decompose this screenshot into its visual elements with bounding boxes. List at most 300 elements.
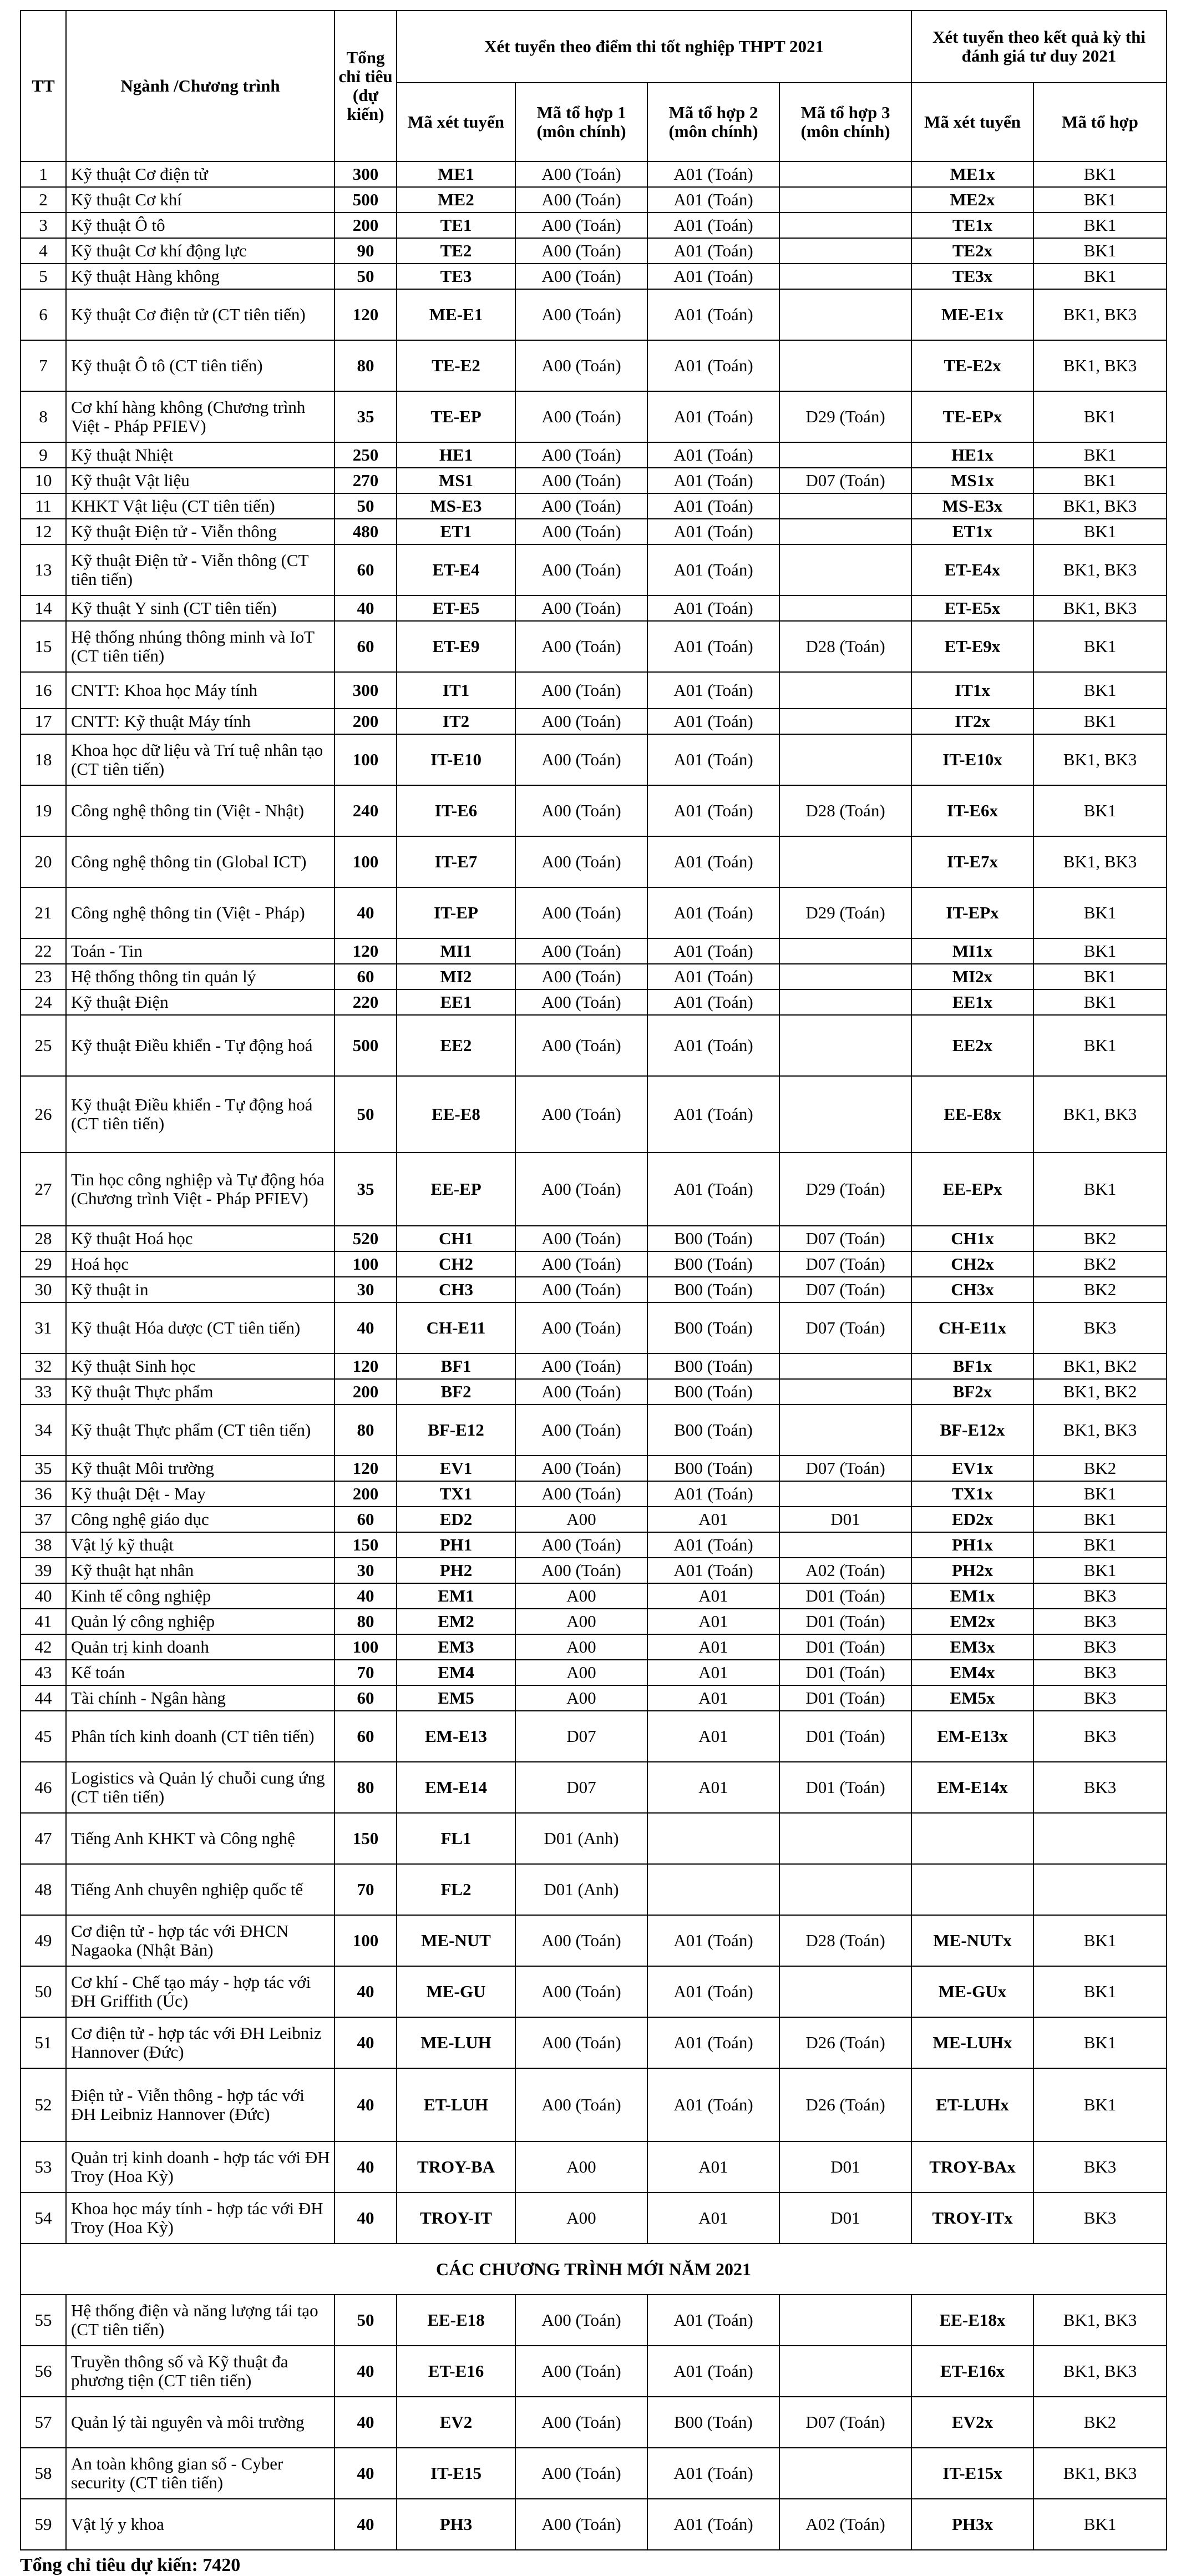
row-number: 46 — [21, 1762, 66, 1813]
quota: 80 — [334, 1762, 397, 1813]
admission-code-dgtd: BF-E12x — [911, 1405, 1033, 1456]
program-name: Tài chính - Ngân hàng — [66, 1685, 334, 1711]
combination-2: B00 (Toán) — [647, 1379, 779, 1405]
combination-3 — [779, 836, 911, 887]
admission-code-dgtd: TE2x — [911, 238, 1033, 264]
combination-3: D26 (Toán) — [779, 2017, 911, 2068]
admission-code-dgtd: EM2x — [911, 1609, 1033, 1634]
row-number: 55 — [21, 2295, 66, 2346]
header-admission-code: Mã xét tuyển — [397, 83, 515, 161]
combination-1: A00 (Toán) — [515, 2448, 647, 2499]
table-row — [21, 989, 1167, 1015]
combination-3 — [779, 238, 911, 264]
combination-2: A01 — [647, 1762, 779, 1813]
table-row — [21, 2193, 1167, 2244]
combination-1: A00 (Toán) — [515, 709, 647, 734]
header-combination-code: Mã tổ hợp — [1033, 83, 1167, 161]
combination-code-dgtd: BK1 — [1033, 887, 1167, 938]
combination-code-dgtd: BK1 — [1033, 468, 1167, 493]
admission-code: ET-E4 — [397, 544, 515, 595]
combination-3: A02 (Toán) — [779, 1558, 911, 1583]
admission-code-dgtd: IT-EPx — [911, 887, 1033, 938]
combination-code-dgtd: BK3 — [1033, 2193, 1167, 2244]
admission-code: IT-E10 — [397, 734, 515, 785]
combination-2: A01 (Toán) — [647, 1915, 779, 1966]
row-number: 23 — [21, 964, 66, 989]
combination-1: A00 (Toán) — [515, 187, 647, 213]
quota: 240 — [334, 785, 397, 836]
table-row — [21, 2397, 1167, 2448]
combination-2: A01 (Toán) — [647, 442, 779, 468]
admission-code-dgtd: MI1x — [911, 938, 1033, 964]
admission-code: ET-LUH — [397, 2068, 515, 2141]
combination-1: A00 (Toán) — [515, 213, 647, 238]
admission-code-dgtd: TE-EPx — [911, 391, 1033, 442]
combination-2: A01 (Toán) — [647, 519, 779, 544]
combination-2: A01 (Toán) — [647, 2295, 779, 2346]
admission-code: FL1 — [397, 1813, 515, 1864]
combination-2: B00 (Toán) — [647, 1405, 779, 1456]
combination-1: A00 (Toán) — [515, 493, 647, 519]
combination-code-dgtd: BK1, BK3 — [1033, 493, 1167, 519]
program-name: Cơ khí hàng không (Chương trình Việt - Pháp PFIEV) — [66, 391, 334, 442]
combination-code-dgtd: BK1, BK3 — [1033, 836, 1167, 887]
row-number: 39 — [21, 1558, 66, 1583]
quota: 40 — [334, 2346, 397, 2397]
combination-2: A01 (Toán) — [647, 785, 779, 836]
combination-code-dgtd: BK1, BK3 — [1033, 734, 1167, 785]
combination-1: A00 (Toán) — [515, 289, 647, 340]
combination-1: A00 — [515, 1634, 647, 1660]
combination-1: A00 (Toán) — [515, 2017, 647, 2068]
row-number: 12 — [21, 519, 66, 544]
admission-code-dgtd: PH3x — [911, 2499, 1033, 2550]
header-admission-code-2: Mã xét tuyển — [911, 83, 1033, 161]
quota: 100 — [334, 1251, 397, 1277]
row-number: 7 — [21, 340, 66, 391]
admission-code-dgtd: HE1x — [911, 442, 1033, 468]
combination-1: A00 (Toán) — [515, 836, 647, 887]
combination-3 — [779, 964, 911, 989]
admission-code: TROY-IT — [397, 2193, 515, 2244]
combination-code-dgtd: BK1 — [1033, 213, 1167, 238]
row-number: 8 — [21, 391, 66, 442]
admission-code: EM2 — [397, 1609, 515, 1634]
combination-code-dgtd: BK1 — [1033, 187, 1167, 213]
quota: 100 — [334, 836, 397, 887]
row-number: 57 — [21, 2397, 66, 2448]
table-row — [21, 1302, 1167, 1353]
table-row — [21, 672, 1167, 709]
program-name: Kỹ thuật Ô tô — [66, 213, 334, 238]
combination-code-dgtd: BK1 — [1033, 1558, 1167, 1583]
row-number: 5 — [21, 264, 66, 289]
combination-3 — [779, 1864, 911, 1915]
combination-3 — [779, 213, 911, 238]
combination-code-dgtd: BK3 — [1033, 1634, 1167, 1660]
admission-code-dgtd: MI2x — [911, 964, 1033, 989]
combination-code-dgtd: BK3 — [1033, 1660, 1167, 1685]
quota: 40 — [334, 2017, 397, 2068]
table-body — [21, 161, 1167, 2244]
admission-code: MS-E3 — [397, 493, 515, 519]
admission-code: TE3 — [397, 264, 515, 289]
admission-code: ED2 — [397, 1507, 515, 1532]
combination-2: B00 (Toán) — [647, 1353, 779, 1379]
combination-1: D01 (Anh) — [515, 1813, 647, 1864]
row-number: 25 — [21, 1015, 66, 1076]
combination-code-dgtd — [1033, 1864, 1167, 1915]
table-row — [21, 1609, 1167, 1634]
program-name: Quản lý công nghiệp — [66, 1609, 334, 1634]
program-name: Kỹ thuật Dệt - May — [66, 1481, 334, 1507]
admission-code: EV1 — [397, 1456, 515, 1481]
combination-3 — [779, 1353, 911, 1379]
program-name: Vật lý kỹ thuật — [66, 1532, 334, 1558]
combination-1: A00 — [515, 1660, 647, 1685]
combination-2: A01 (Toán) — [647, 887, 779, 938]
program-name: Điện tử - Viễn thông - hợp tác với ĐH Leibniz Hannover (Đức) — [66, 2068, 334, 2141]
section-title: CÁC CHƯƠNG TRÌNH MỚI NĂM 2021 — [21, 2244, 1167, 2295]
combination-code-dgtd: BK1 — [1033, 989, 1167, 1015]
combination-2: A01 — [647, 1583, 779, 1609]
combination-2: A01 (Toán) — [647, 289, 779, 340]
quota: 60 — [334, 1685, 397, 1711]
combination-1: A00 (Toán) — [515, 1251, 647, 1277]
table-row — [21, 1711, 1167, 1762]
combination-code-dgtd: BK1, BK3 — [1033, 2346, 1167, 2397]
header-quota: Tổng chỉ tiêu (dự kiến) — [334, 11, 397, 161]
program-name: Kỹ thuật hạt nhân — [66, 1558, 334, 1583]
quota: 120 — [334, 1456, 397, 1481]
row-number: 50 — [21, 1966, 66, 2017]
table-row — [21, 1685, 1167, 1711]
admission-code-dgtd: ME-E1x — [911, 289, 1033, 340]
program-name: Tin học công nghiệp và Tự động hóa (Chương trình Việt - Pháp PFIEV) — [66, 1153, 334, 1226]
admission-code-dgtd: MS1x — [911, 468, 1033, 493]
row-number: 40 — [21, 1583, 66, 1609]
admission-code: IT-E15 — [397, 2448, 515, 2499]
admission-code: EM-E13 — [397, 1711, 515, 1762]
row-number: 31 — [21, 1302, 66, 1353]
combination-2: A01 (Toán) — [647, 1015, 779, 1076]
quota: 40 — [334, 1583, 397, 1609]
table-row — [21, 1153, 1167, 1226]
combination-1: A00 — [515, 1609, 647, 1634]
combination-1: A00 — [515, 1685, 647, 1711]
admission-code-dgtd: TE3x — [911, 264, 1033, 289]
admission-code-dgtd: ET-E4x — [911, 544, 1033, 595]
admission-code-dgtd: TROY-ITx — [911, 2193, 1033, 2244]
combination-2 — [647, 1864, 779, 1915]
combination-code-dgtd: BK2 — [1033, 2397, 1167, 2448]
combination-3 — [779, 493, 911, 519]
combination-1: A00 (Toán) — [515, 1153, 647, 1226]
quota: 60 — [334, 621, 397, 672]
table-row — [21, 1762, 1167, 1813]
row-number: 16 — [21, 672, 66, 709]
combination-3 — [779, 672, 911, 709]
combination-2: A01 (Toán) — [647, 544, 779, 595]
row-number: 17 — [21, 709, 66, 734]
table-row — [21, 1456, 1167, 1481]
combination-2: A01 — [647, 1711, 779, 1762]
combination-code-dgtd: BK1 — [1033, 161, 1167, 187]
quota: 35 — [334, 1153, 397, 1226]
table-row — [21, 289, 1167, 340]
program-name: Kinh tế công nghiệp — [66, 1583, 334, 1609]
admission-code: TROY-BA — [397, 2141, 515, 2193]
table-row — [21, 2499, 1167, 2550]
admission-code-dgtd: ED2x — [911, 1507, 1033, 1532]
combination-code-dgtd: BK3 — [1033, 1609, 1167, 1634]
combination-2: A01 — [647, 1507, 779, 1532]
admission-code: TE2 — [397, 238, 515, 264]
admission-code-dgtd: CH-E11x — [911, 1302, 1033, 1353]
table-row — [21, 468, 1167, 493]
admission-code: CH1 — [397, 1226, 515, 1251]
admission-code: PH3 — [397, 2499, 515, 2550]
table-row — [21, 1379, 1167, 1405]
row-number: 28 — [21, 1226, 66, 1251]
combination-1: A00 (Toán) — [515, 1481, 647, 1507]
combination-code-dgtd: BK1 — [1033, 238, 1167, 264]
combination-3: D01 — [779, 2141, 911, 2193]
admission-code: PH2 — [397, 1558, 515, 1583]
admission-code: ET-E9 — [397, 621, 515, 672]
quota: 70 — [334, 1660, 397, 1685]
admission-code-dgtd: EE-E18x — [911, 2295, 1033, 2346]
combination-2: A01 (Toán) — [647, 989, 779, 1015]
combination-2: A01 (Toán) — [647, 2448, 779, 2499]
combination-2: A01 (Toán) — [647, 1153, 779, 1226]
table-row — [21, 1532, 1167, 1558]
table-row — [21, 1583, 1167, 1609]
quota: 100 — [334, 1915, 397, 1966]
combination-1: A00 (Toán) — [515, 989, 647, 1015]
combination-2: A01 (Toán) — [647, 2499, 779, 2550]
combination-code-dgtd: BK1, BK3 — [1033, 340, 1167, 391]
admission-code: EE-E8 — [397, 1076, 515, 1153]
combination-code-dgtd: BK1 — [1033, 672, 1167, 709]
quota: 480 — [334, 519, 397, 544]
row-number: 24 — [21, 989, 66, 1015]
admission-code-dgtd: ME-GUx — [911, 1966, 1033, 2017]
row-number: 33 — [21, 1379, 66, 1405]
quota: 50 — [334, 1076, 397, 1153]
table-row — [21, 964, 1167, 989]
program-name: Cơ điện tử - hợp tác với ĐHCN Nagaoka (Nhật Bản) — [66, 1915, 334, 1966]
quota: 40 — [334, 2499, 397, 2550]
row-number: 3 — [21, 213, 66, 238]
combination-code-dgtd: BK3 — [1033, 1711, 1167, 1762]
row-number: 13 — [21, 544, 66, 595]
row-number: 1 — [21, 161, 66, 187]
combination-2: A01 (Toán) — [647, 2068, 779, 2141]
quota: 50 — [334, 493, 397, 519]
admission-code-dgtd: EE-EPx — [911, 1153, 1033, 1226]
combination-2: A01 (Toán) — [647, 734, 779, 785]
admission-code-dgtd: ET-E9x — [911, 621, 1033, 672]
admission-code-dgtd: EE1x — [911, 989, 1033, 1015]
combination-code-dgtd: BK1 — [1033, 964, 1167, 989]
admission-code: CH3 — [397, 1277, 515, 1302]
combination-1: A00 (Toán) — [515, 734, 647, 785]
combination-3: D07 (Toán) — [779, 2397, 911, 2448]
combination-3 — [779, 161, 911, 187]
header-dgtd: Xét tuyển theo kết quả kỳ thi đánh giá tư duy 2021 — [911, 11, 1167, 83]
admission-code-dgtd: ET-LUHx — [911, 2068, 1033, 2141]
quota: 120 — [334, 289, 397, 340]
program-name: KHKT Vật liệu (CT tiên tiến) — [66, 493, 334, 519]
combination-1: A00 (Toán) — [515, 785, 647, 836]
row-number: 53 — [21, 2141, 66, 2193]
row-number: 59 — [21, 2499, 66, 2550]
combination-3: D26 (Toán) — [779, 2068, 911, 2141]
combination-3 — [779, 1966, 911, 2017]
table-row — [21, 621, 1167, 672]
program-name: Kỹ thuật Hóa dược (CT tiên tiến) — [66, 1302, 334, 1353]
combination-3: D29 (Toán) — [779, 887, 911, 938]
table-row — [21, 1660, 1167, 1685]
program-name: Kế toán — [66, 1660, 334, 1685]
combination-3 — [779, 595, 911, 621]
quota: 520 — [334, 1226, 397, 1251]
admission-code-dgtd: MS-E3x — [911, 493, 1033, 519]
admission-code-dgtd: EM4x — [911, 1660, 1033, 1685]
admission-code: BF-E12 — [397, 1405, 515, 1456]
combination-3 — [779, 264, 911, 289]
row-number: 29 — [21, 1251, 66, 1277]
admission-code-dgtd: TX1x — [911, 1481, 1033, 1507]
combination-code-dgtd: BK1 — [1033, 264, 1167, 289]
quota: 60 — [334, 1507, 397, 1532]
combination-1: A00 (Toán) — [515, 468, 647, 493]
combination-code-dgtd: BK1 — [1033, 519, 1167, 544]
admission-code: EM4 — [397, 1660, 515, 1685]
quota: 60 — [334, 964, 397, 989]
admission-code-dgtd — [911, 1813, 1033, 1864]
combination-code-dgtd: BK3 — [1033, 1762, 1167, 1813]
admission-code-dgtd: ET1x — [911, 519, 1033, 544]
combination-3: D01 (Toán) — [779, 1762, 911, 1813]
quota: 60 — [334, 1711, 397, 1762]
row-number: 20 — [21, 836, 66, 887]
combination-2: A01 (Toán) — [647, 2017, 779, 2068]
row-number: 37 — [21, 1507, 66, 1532]
program-name: Công nghệ giáo dục — [66, 1507, 334, 1532]
combination-3 — [779, 1405, 911, 1456]
combination-1: A00 (Toán) — [515, 1966, 647, 2017]
combination-1: A00 (Toán) — [515, 391, 647, 442]
combination-1: A00 (Toán) — [515, 887, 647, 938]
quota: 70 — [334, 1864, 397, 1915]
row-number: 44 — [21, 1685, 66, 1711]
combination-2: A01 (Toán) — [647, 238, 779, 264]
row-number: 21 — [21, 887, 66, 938]
admission-code: IT-E7 — [397, 836, 515, 887]
row-number: 30 — [21, 1277, 66, 1302]
admission-code: ET-E5 — [397, 595, 515, 621]
combination-1: A00 (Toán) — [515, 1456, 647, 1481]
combination-code-dgtd: BK1 — [1033, 709, 1167, 734]
combination-2: A01 — [647, 1660, 779, 1685]
quota: 150 — [334, 1532, 397, 1558]
row-number: 51 — [21, 2017, 66, 2068]
combination-2: A01 (Toán) — [647, 595, 779, 621]
combination-1: A00 (Toán) — [515, 1353, 647, 1379]
combination-code-dgtd: BK2 — [1033, 1226, 1167, 1251]
combination-2: A01 — [647, 1685, 779, 1711]
quota: 40 — [334, 2448, 397, 2499]
admission-code: ME-GU — [397, 1966, 515, 2017]
combination-3 — [779, 519, 911, 544]
program-name: CNTT: Kỹ thuật Máy tính — [66, 709, 334, 734]
row-number: 56 — [21, 2346, 66, 2397]
combination-1: A00 — [515, 2141, 647, 2193]
combination-code-dgtd: BK1, BK3 — [1033, 2448, 1167, 2499]
program-name: Kỹ thuật Điện tử - Viễn thông — [66, 519, 334, 544]
admission-code-dgtd: PH1x — [911, 1532, 1033, 1558]
admission-code-dgtd: TROY-BAx — [911, 2141, 1033, 2193]
combination-2: A01 (Toán) — [647, 264, 779, 289]
combination-2: A01 (Toán) — [647, 468, 779, 493]
admission-code-dgtd: ET-E5x — [911, 595, 1033, 621]
combination-1: A00 (Toán) — [515, 2295, 647, 2346]
combination-2: A01 (Toán) — [647, 672, 779, 709]
combination-code-dgtd: BK2 — [1033, 1251, 1167, 1277]
combination-code-dgtd: BK3 — [1033, 2141, 1167, 2193]
combination-1: A00 (Toán) — [515, 1379, 647, 1405]
combination-code-dgtd: BK3 — [1033, 1302, 1167, 1353]
combination-1: A00 (Toán) — [515, 1226, 647, 1251]
row-number: 9 — [21, 442, 66, 468]
combination-code-dgtd: BK1 — [1033, 1915, 1167, 1966]
program-name: Tiếng Anh KHKT và Công nghệ — [66, 1813, 334, 1864]
table-row — [21, 1864, 1167, 1915]
combination-3 — [779, 2346, 911, 2397]
quota: 40 — [334, 2068, 397, 2141]
quota: 150 — [334, 1813, 397, 1864]
program-name: Kỹ thuật Cơ điện tử (CT tiên tiến) — [66, 289, 334, 340]
row-number: 52 — [21, 2068, 66, 2141]
combination-3 — [779, 2295, 911, 2346]
combination-1: A00 (Toán) — [515, 2499, 647, 2550]
quota: 80 — [334, 1609, 397, 1634]
combination-1: A00 (Toán) — [515, 238, 647, 264]
program-name: CNTT: Khoa học Máy tính — [66, 672, 334, 709]
combination-2: A01 (Toán) — [647, 1076, 779, 1153]
quota: 200 — [334, 709, 397, 734]
quota: 30 — [334, 1277, 397, 1302]
row-number: 38 — [21, 1532, 66, 1558]
combination-1: A00 (Toán) — [515, 442, 647, 468]
table-row — [21, 1226, 1167, 1251]
quota: 40 — [334, 2397, 397, 2448]
combination-code-dgtd: BK1 — [1033, 1532, 1167, 1558]
program-name: Kỹ thuật Điện — [66, 989, 334, 1015]
row-number: 6 — [21, 289, 66, 340]
program-name: Kỹ thuật Hoá học — [66, 1226, 334, 1251]
admission-code-dgtd: IT-E10x — [911, 734, 1033, 785]
admission-code-dgtd: IT1x — [911, 672, 1033, 709]
program-name: Hệ thống điện và năng lượng tái tạo (CT tiên tiến) — [66, 2295, 334, 2346]
row-number: 45 — [21, 1711, 66, 1762]
row-number: 47 — [21, 1813, 66, 1864]
admission-code: ME-E1 — [397, 289, 515, 340]
program-name: Khoa học máy tính - hợp tác với ĐH Troy (Hoa Kỳ) — [66, 2193, 334, 2244]
combination-code-dgtd: BK1 — [1033, 621, 1167, 672]
